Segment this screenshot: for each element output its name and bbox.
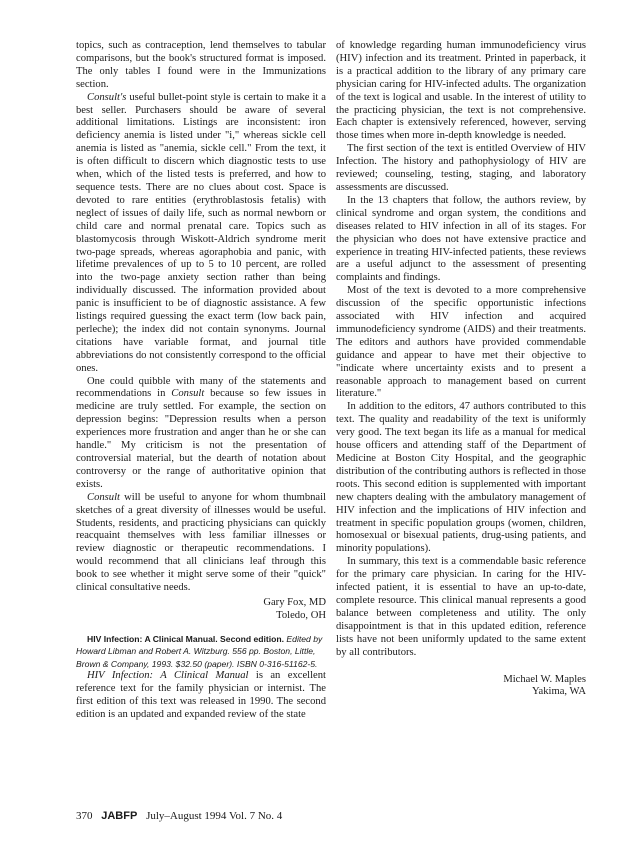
page-footer (76, 810, 282, 822)
right-column (336, 40, 586, 699)
reviewer-signature (336, 674, 586, 700)
paragraph: Consult will be useful to anyone for whom thumbnail sketches of a great diversity of illnesses would be useful. Students, residents, and practicing physicians can quickly reacquaint themselves with less familiar illnesses or review diagnostic or therapeutic recommendations. I would recommend that all clinicians leaf through this book to see whether it might serve some of their "quick" clinical consultative needs. (76, 491, 326, 594)
paragraph: In the 13 chapters that follow, the authors review, by clinical syndrome and organ system, the conditions and diseases related to HIV infection in all of its stages. For the physician who does not have extensive practice and experience in treating HIV-infected patients, these reviews are a useful adjunct to the assessment of presenting complaints and findings. (336, 194, 586, 284)
reviewer-name: Gary Fox, MD (263, 596, 326, 608)
paragraph: of knowledge regarding human immunodeficiency virus (HIV) infection and its treatment. Printed in paperback, it is a practical addition to the library of any primary care physician caring for HIV-infected adults. The organization of the text is logical and usable. In the interest of utility to the practicing physician, the text is not comprehensive. Each chapter is extensively referenced, however, serving those times when more in-depth knowledge is needed. (336, 40, 586, 142)
reviewer-location: Yakima, WA (531, 686, 586, 698)
paragraph: The first section of the text is entitled Overview of HIV Infection. The history and pathophysiology of HIV are reviewed; counseling, testing, staging, and laboratory assessments are discussed. (336, 143, 586, 193)
reviewer-signature (76, 597, 326, 623)
journal-name: JABFP (101, 810, 138, 822)
paragraph: topics, such as contraception, lend themselves to tabular comparisons, but the book's structured format is imposed. The only tables I found were in the Immunizations section. (76, 40, 326, 90)
paragraph: Most of the text is devoted to a more comprehensive discussion of the specific opportunistic infections associated with HIV infection and acquired immunodeficiency syndrome (AIDS) and their treatments. The editors and authors have provided commendable guidance and appear to have met their objective to "indicate where uncertainty exists and to present a reasonable approach to management based on current literature." (336, 285, 586, 400)
paragraph: Consult's useful bullet-point style is certain to make it a best seller. Purchasers should be aware of several additional limitations. Listings are inconsistent: iron deficiency anemia is listed under "i," whereas sickle cell anemia is listed as "anemia, sickle cell." From the text, it is often difficult to discern which diagnostic tests to use when, which of the listed tests is preferred, and how to sequence tests. There are no clues about cost. Space is devoted to rare entities (erythroblastosis fetalis) with neglect of issues of daily life, such as normal newborn or child care and normal prenatal care. Topics such as blastomycosis through Wiskott-Aldrich syndrome merit two-page spreads, whereas agoraphobia and panic, with lifetime prevalences of up to 5 to 10 percent, are rolled into the two-page anxiety section rather than being individually discussed. The information provided about panic is insufficient to be of diagnostic assistance. A few listings required guessing the exact term (low back pain, perleche); the index did not contain synonyms. Journal citations have variable format, and journal title abbreviations do not consistently correspond to the official ones. (76, 91, 326, 374)
review-heading: HIV Infection: A Clinical Manual. Second edition. Edited by Howard Libman and Robert A. Witzburg. 556 pp. Boston, Little, Brown & Company, 1993. $32.50 (paper). ISBN 0-316-51162-5. (76, 633, 323, 669)
paragraph: In addition to the editors, 47 authors contributed to this text. The quality and readability of the text is uniformly very good. The text began its life as a manual for medical house officers and attending staff of the Department of Medicine at Boston City Hospital, and the geographic distribution of the contributing authors is reflected in those roots. This second edition is supplemented with important new chapters dealing with the ambulatory management of HIV infection and the implications of HIV infection and treatment in specific population groups (women, children, homosexual or bisexual patients, drug-using patients, and minority populations). (336, 401, 586, 555)
journal-issue: July–August 1994 Vol. 7 No. 4 (146, 810, 283, 822)
paragraph: One could quibble with many of the statements and recommendations in Consult because so few issues in medicine are truly settled. For example, the section on depression begins: "Depression results when a person experiences more frustration and anger than he or she can handle." My criticism is not the presentation of controversial material, but the dearth of notation about controversy or the range of authoritative opinion that exists. (76, 375, 326, 490)
page-number: 370 (76, 810, 93, 822)
left-column (76, 40, 326, 722)
paragraph: In summary, this text is a commendable basic reference for the primary care physician. In caring for the HIV-infected patient, it is essential to have an up-to-date, complete resource. This clinical manual represents a good balance between completeness and utility. The only disappointment is that in this updated edition, reference lists have not been uniformly updated to the same extent by all contributors. (336, 556, 586, 658)
paragraph: HIV Infection: A Clinical Manual is an excellent reference text for the family physician or internist. The first edition of this text was released in 1990. The second edition is an updated and expanded review of the state (76, 670, 326, 720)
reviewer-location: Toledo, OH (276, 609, 326, 621)
reviewer-name: Michael W. Maples (503, 673, 586, 685)
